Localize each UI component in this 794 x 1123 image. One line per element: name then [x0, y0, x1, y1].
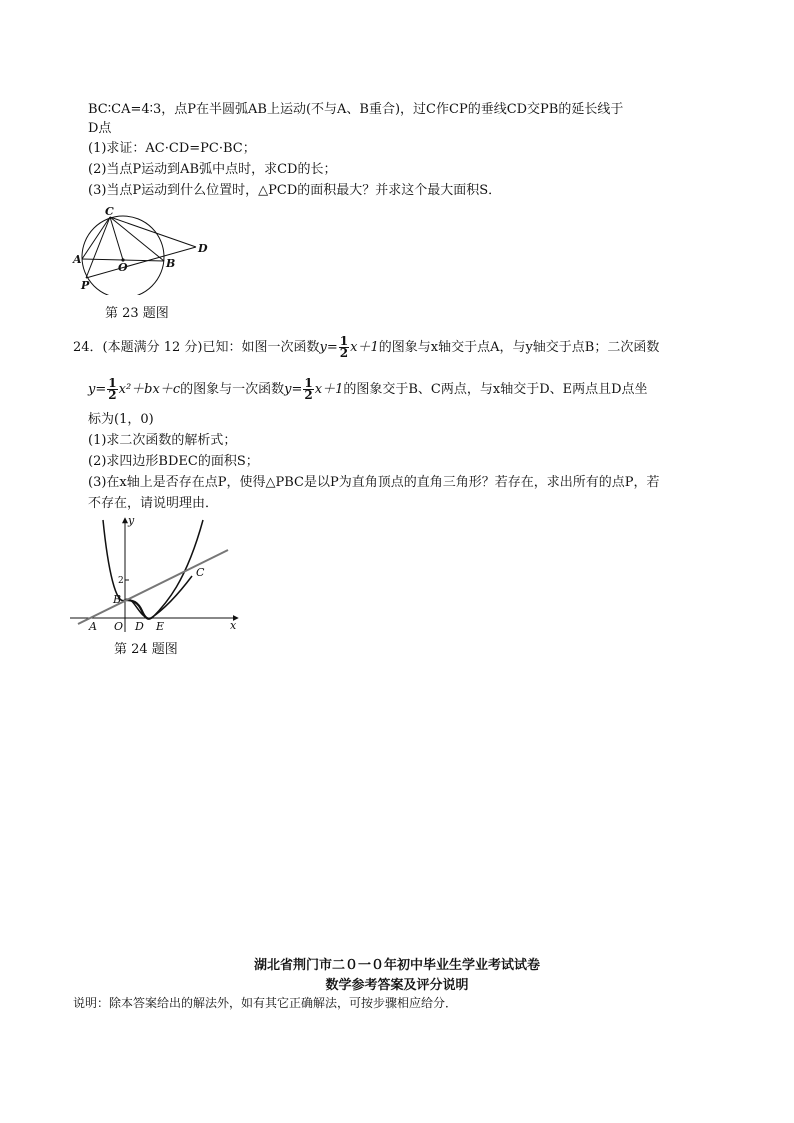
q24-line-2	[88, 378, 648, 401]
q24-quad: x²＋bx＋c	[118, 382, 181, 397]
q24-x1-1: x＋1	[350, 340, 379, 355]
q24-label-c: C	[196, 566, 205, 579]
q23-segment-cd	[110, 217, 196, 247]
q23-line-1: BC∶CA=4∶3，点P在半圆弧AB上运动(不与A、B重合)，过C作CP的垂线CD交PB的延长线于	[88, 102, 624, 117]
q24-label-e: E	[156, 620, 165, 633]
q23-label-c: C	[105, 205, 114, 218]
q23-segment-cb	[110, 217, 164, 261]
q24-figure	[68, 512, 248, 637]
q24-half-2	[107, 378, 117, 401]
q24-label-d: D	[135, 620, 144, 633]
q24-line2-suffix: 的图象交于B、C两点，与x轴交于D、E两点且D点坐	[343, 382, 648, 397]
q23-label-o: O	[118, 261, 128, 274]
q24-half-3	[303, 378, 313, 401]
q24-y-3: y	[284, 382, 292, 397]
q23-segment-co	[110, 217, 123, 260]
q24-y-2: y	[88, 382, 96, 397]
q24-x1-2: x＋1	[314, 382, 344, 397]
q23-part-2: (2)当点P运动到AB弧中点时，求CD的长；	[88, 162, 337, 177]
q24-half-2-den: 2	[108, 388, 117, 402]
q24-part-3: (3)在x轴上是否存在点P，使得△PBC是以P为直角顶点的直角三角形？若存在，求出所有的点P，若	[88, 475, 660, 490]
q24-line	[78, 550, 228, 624]
q24-label-two: 2	[118, 576, 124, 586]
q24-label-a: A	[89, 620, 97, 633]
q23-label-b: B	[166, 257, 176, 270]
answer-note: 说明：除本答案给出的解法外，如有其它正确解法，可按步骤相应给分．	[73, 996, 458, 1010]
q24-label-b: B	[113, 593, 122, 606]
q23-label-a: A	[73, 253, 82, 266]
q24-half-1-den: 2	[339, 346, 349, 360]
q23-part-1: (1)求证：AC·CD=PC·BC；	[88, 141, 256, 156]
q23-segment-pd	[86, 247, 196, 278]
q23-label-p: P	[81, 279, 90, 292]
q24-part-2: (2)求四边形BDEC的面积S；	[88, 454, 259, 469]
q24-eq-2: =	[95, 382, 107, 397]
q24-half-3-den: 2	[304, 388, 313, 402]
q23-part-3: (3)当点P运动到什么位置时，△PCD的面积最大？并求这个最大面积S．	[88, 183, 502, 198]
q23-figure	[72, 205, 222, 295]
q24-header-suffix: 的图象与x轴交于点A，与y轴交于点B；二次函数	[378, 340, 660, 355]
q24-line2-mid: 的图象与一次函数	[180, 382, 285, 397]
answer-title: 湖北省荆门市二０一０年初中毕业生学业考试试卷	[253, 958, 540, 973]
q24-line-3: 标为(1，0)	[88, 412, 154, 427]
q24-label-x: x	[230, 619, 237, 632]
q24-line-1	[73, 336, 659, 359]
q24-eq-1: =	[326, 340, 338, 355]
q23-caption: 第 23 题图	[105, 306, 169, 321]
q23-line-2: D点	[88, 121, 112, 136]
q24-eq-3: =	[291, 382, 303, 397]
q24-half-3-num: 1	[304, 376, 313, 390]
q24-label-y: y	[128, 514, 135, 527]
answer-subtitle: 数学参考答案及评分说明	[325, 978, 469, 993]
q24-half-1-num: 1	[339, 334, 349, 348]
q24-part-3-cont: 不存在，请说明理由．	[88, 496, 219, 511]
q24-half-2-num: 1	[108, 376, 117, 390]
q24-caption: 第 24 题图	[114, 642, 178, 657]
q24-y-1: y	[319, 340, 327, 355]
q24-header-prefix: 24．(本题满分 12 分)已知：如图一次函数	[73, 340, 320, 355]
q24-half-1	[339, 336, 349, 359]
q23-label-d: D	[198, 242, 208, 255]
q24-part-1: (1)求二次函数的解析式；	[88, 433, 237, 448]
q24-label-o: O	[114, 620, 124, 633]
